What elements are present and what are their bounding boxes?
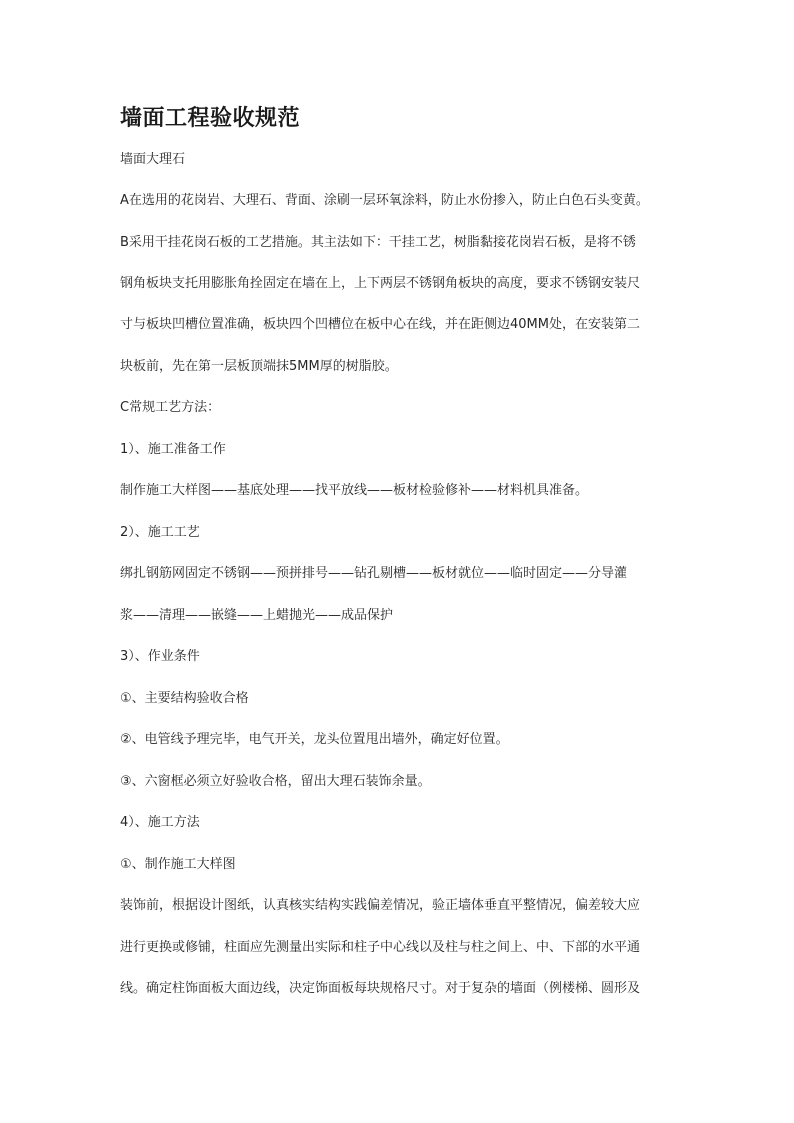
list-item: ②、电管线予理完毕，电气开关，龙头位置甩出墙外，确定好位置。 <box>120 732 509 747</box>
paragraph-line: 块板前，先在第一层板顶端抹5MM厚的树脂胶。 <box>120 359 398 374</box>
paragraph-line: 制作施工大样图——基底处理——找平放线——板材检验修补——材料机具准备。 <box>120 483 589 498</box>
paragraph-line: 浆——清理——嵌缝——上蜡抛光——成品保护 <box>120 608 394 623</box>
list-item: ③、六窗框必须立好验收合格，留出大理石装饰余量。 <box>120 774 431 789</box>
paragraph-line: 进行更换或修铺，柱面应先测量出实际和柱子中心线以及柱与柱之间上、中、下部的水平通 <box>120 940 641 955</box>
paragraph-line: 绑扎钢筋网固定不锈钢——预拼排号——钻孔剔槽——板材就位——临时固定——分导灌 <box>120 566 628 581</box>
paragraph-line: 寸与板块凹槽位置准确，板块四个凹槽位在板中心在线，并在距侧边40MM处，在安装第二 <box>120 317 640 332</box>
paragraph-line: B采用干挂花岗石板的工艺措施。其主法如下：干挂工艺，树脂黏接花岗岩石板，是将不锈 <box>120 235 636 250</box>
paragraph-line: 钢角板块支托用膨胀角拴固定在墙在上，上下两层不锈钢角板块的高度，要求不锈钢安装尺 <box>120 276 641 291</box>
list-item: ①、制作施工大样图 <box>120 857 236 872</box>
paragraph-line: 线。确定柱饰面板大面边线，决定饰面板每块规格尺寸。对于复杂的墙面（例楼梯、圆形及 <box>120 981 641 996</box>
document-title: 墙面工程验收规范 <box>120 105 301 131</box>
section-heading: 墙面大理石 <box>120 152 186 167</box>
list-item: 3）、作业条件 <box>120 649 200 664</box>
subsection-heading: C常规工艺方法： <box>120 400 221 415</box>
list-item: 4）、施工方法 <box>120 815 200 830</box>
list-item: ①、主要结构验收合格 <box>120 691 249 706</box>
list-item: 1）、施工准备工作 <box>120 442 226 457</box>
list-item: 2）、施工工艺 <box>120 525 200 540</box>
paragraph-line: 装饰前，根据设计图纸，认真核实结构实践偏差情况，验正墙体垂直平整情况，偏差较大应 <box>120 898 641 913</box>
paragraph-line: A在选用的花岗岩、大理石、背面、涂刷一层环氧涂料，防止水份掺入，防止白色石头变黄。 <box>120 193 649 208</box>
